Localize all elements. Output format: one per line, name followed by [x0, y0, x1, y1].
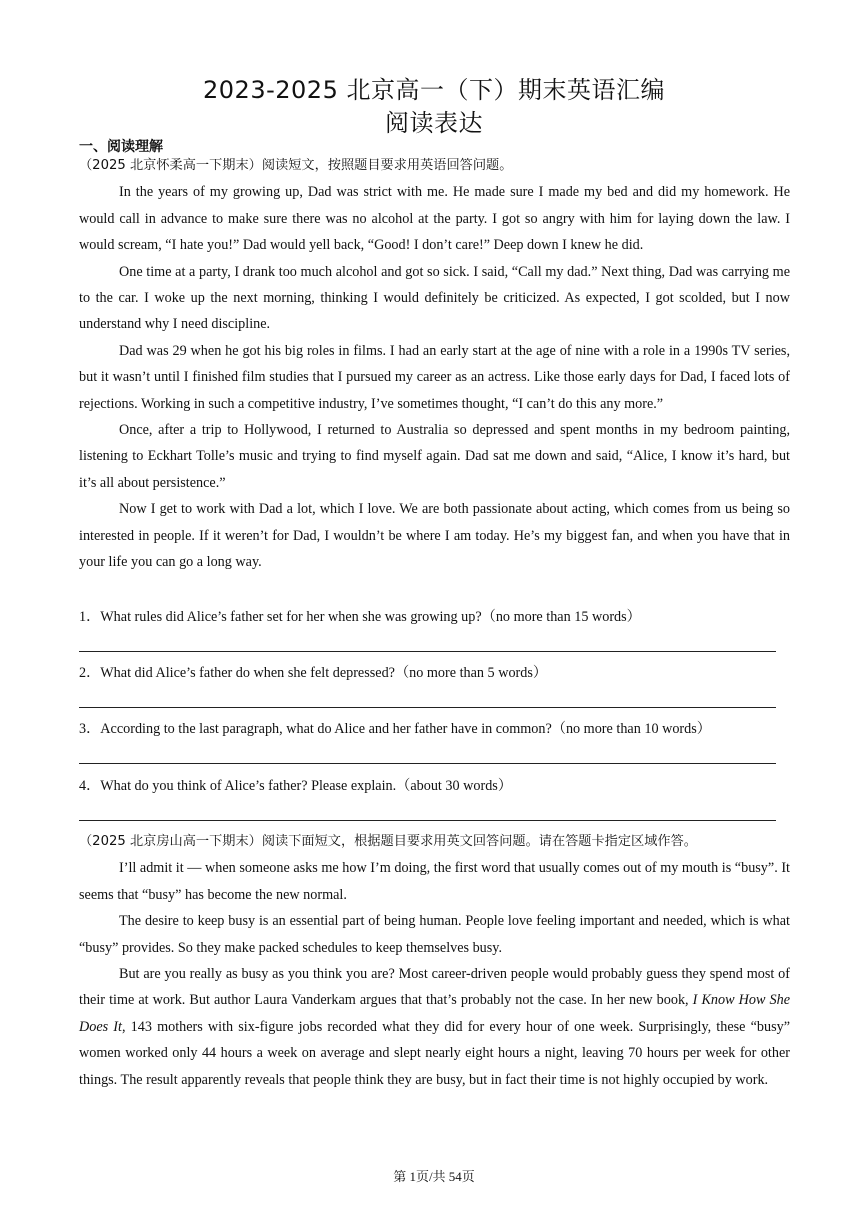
book-title: I Know How She Does It [79, 992, 790, 1035]
page-number: 第 1页/共 54页 [393, 1169, 475, 1184]
section-heading: 一、阅读理解 [79, 139, 163, 155]
passage-1-paragraph-2: One time at a party, I drank too much alcohol and got so sick. I said, “Call my dad.” Next thing, Dad was carrying me to the car. I woke up the next morning, thinking I would definitely be criticized. As expected, I got scolded, but I now understand why I need discipline. [79, 263, 790, 333]
question-1: 1．What rules did Alice’s father set for her when she was growing up?（no more than 15 words） [79, 609, 641, 625]
passage-1-paragraph-4: Once, after a trip to Hollywood, I returned to Australia so depressed and spent months in my bedroom painting, listening to Eckhart Tolle’s music and trying to find myself again. Dad sat me down and said, “Alice, I know it’s hard, but it’s all about persistence.” [79, 422, 790, 491]
passage-1-paragraph-5: Now I get to work with Dad a lot, which I love. We are both passionate about acting, which comes from us being so interested in people. If it weren’t for Dad, I wouldn’t be where I am today. He’s my biggest fan, and when you have that in your life you can go a long way. [79, 501, 790, 571]
paragraph-3-text-a: But are you really as busy as you think you are? Most career-driven people would probably guess they spend most of their time at work. But author Laura Vanderkam argues that that’s probably not the case. In her new book, [79, 966, 790, 1009]
passage-1 [79, 153, 790, 576]
question-3: 3．According to the last paragraph, what do Alice and her father have in common?（no more than 10 words） [79, 721, 711, 737]
answer-line-1[interactable] [79, 651, 776, 652]
answer-line-2[interactable] [79, 707, 776, 708]
paragraph-3-text-b: , 143 mothers with six-figure jobs recorded what they did for every hour of one week. Surprisingly, these “busy” women worked only 44 hours a week on average and slept nearly eight hours a night, leaving 70 hours per week for other things. The result apparently reveals that people think they are busy, but in fact their time is not highly occupied by work. [79, 1018, 790, 1088]
passage-2 [79, 829, 790, 1093]
passage-2-paragraph-1: I’ll admit it — when someone asks me how I’m doing, the first word that usually comes out of my mouth is “busy”. It seems that “busy” has become the new normal. [79, 860, 790, 903]
passage-2-paragraph-3 [79, 961, 790, 1093]
passage-1-paragraph-3: Dad was 29 when he got his big roles in films. I had an early start at the age of nine with a role in a 1990s TV series, but it wasn’t until I finished film studies that I pursued my career as an actress. Like those early days for Dad, I faced lots of rejections. Working in such a competitive industry, I’ve sometimes thought, “I can’t do this any more.” [79, 342, 790, 412]
passage-2-paragraph-2: The desire to keep busy is an essential part of being human. People love feeling important and needed, which is what “busy” provides. So they make packed schedules to keep themselves busy. [79, 913, 790, 956]
passage-1-source: （2025 北京怀柔高一下期末）阅读短文，按照题目要求用英语回答问题。 [79, 158, 513, 173]
document-subtitle: 阅读表达 [385, 109, 483, 137]
question-2: 2．What did Alice’s father do when she felt depressed?（no more than 5 words） [79, 665, 548, 681]
passage-1-paragraph-1: In the years of my growing up, Dad was strict with me. He made sure I made my bed and did my homework. He would call in advance to make sure there was no alcohol at the party. I got so angry with him for laying down the law. I would scream, “I hate you!” Dad would yell back, “Good! I don’t care!” Deep down I knew he did. [79, 184, 790, 254]
answer-line-3[interactable] [79, 763, 776, 764]
document-title: 2023-2025 北京高一（下）期末英语汇编 [203, 76, 665, 104]
question-4: 4．What do you think of Alice’s father? Please explain.（about 30 words） [79, 778, 513, 794]
passage-2-source: （2025 北京房山高一下期末）阅读下面短文，根据题目要求用英文回答问题。请在答题卡指定区域作答。 [79, 834, 697, 849]
answer-line-4[interactable] [79, 820, 776, 821]
